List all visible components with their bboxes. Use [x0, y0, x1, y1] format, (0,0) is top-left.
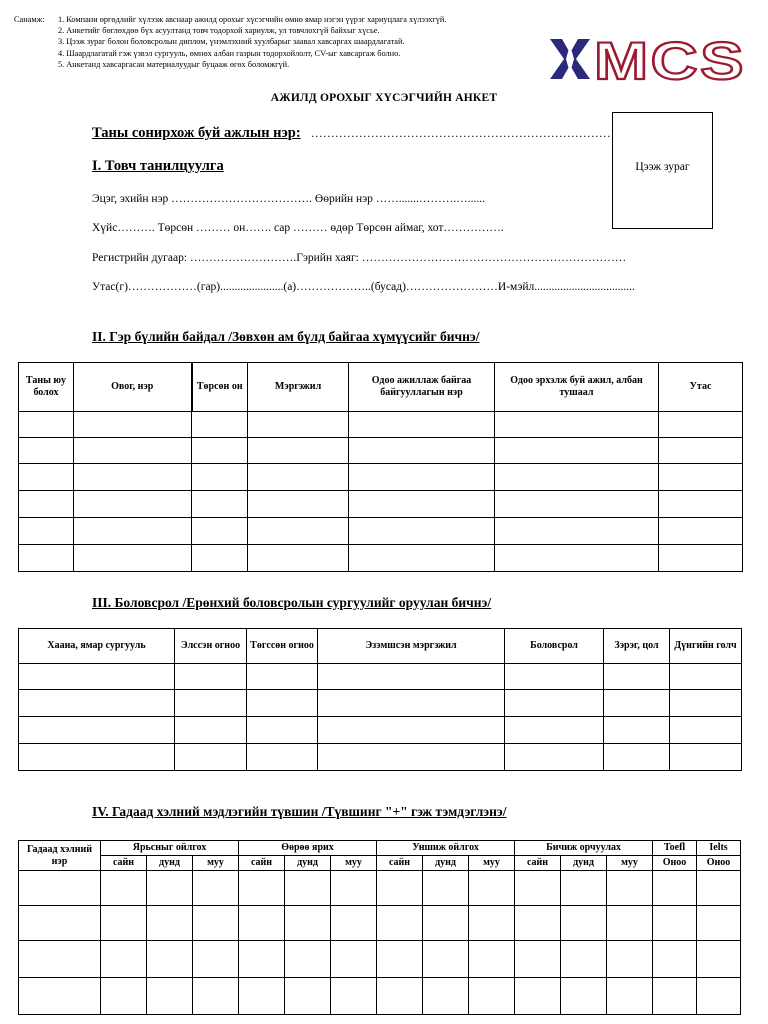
table-row[interactable] [19, 438, 743, 464]
photo-box[interactable] [612, 112, 713, 229]
toefl-score: Оноо [653, 856, 697, 871]
level-medium: дунд [423, 856, 469, 871]
section4-title: IV. Гадаад хэлний мэдлэгийн түвшин /Түвшинг "+" гэж тэмдэглэнэ/ [92, 804, 507, 819]
note-item: 3. Цээж зураг болон боловсролын диплом, үнэмлэхний хуулбарыг заавал хавсаргах шаардлагатай. [58, 37, 405, 47]
family-header-organization: Одоо ажиллаж байгаа байгууллагын нэр [349, 363, 495, 412]
table-row[interactable] [19, 906, 741, 941]
family-table [18, 362, 743, 572]
level-poor: муу [193, 856, 239, 871]
lang-group-writing: Бичиж орчуулах [515, 841, 653, 856]
edu-header-school: Хаана, ямар сургууль [19, 629, 175, 664]
job-label: Таны сонирхож буй ажлын нэр: [92, 125, 301, 141]
note-item: 2. Анкетийг бөглөхдөө бүх асуултанд товч тодорхой хариулж, ул товчлохгүй байхыг хүсье. [58, 26, 380, 36]
mcs-logo [548, 35, 750, 83]
table-row[interactable] [19, 464, 743, 491]
level-good: сайн [377, 856, 423, 871]
family-header-relation: Таны юу болох [19, 363, 74, 412]
edu-header-end: Төгссөн огноо [247, 629, 318, 664]
lang-header-name: Гадаад хэлний нэр [19, 841, 101, 871]
table-row[interactable] [19, 941, 741, 978]
edu-header-start: Элссэн огноо [175, 629, 247, 664]
table-row[interactable] [19, 412, 743, 438]
section1-title: I. Товч танилцуулга [92, 158, 224, 174]
table-row[interactable] [19, 717, 742, 744]
photo-label: Цээж зураг [635, 161, 690, 173]
form-title: АЖИЛД ОРОХЫГ ХҮСЭГЧИЙН АНКЕТ [270, 92, 498, 104]
edu-header-gpa: Дүнгийн голч [670, 629, 742, 664]
level-good: сайн [239, 856, 285, 871]
birth-line[interactable]: Хүйс………. Төрсөн ……… он……. сар ……… өдөр Төрсөн аймаг, хот……………. [92, 222, 504, 234]
job-field[interactable]: ………………………………………………………………… [310, 126, 611, 140]
level-good: сайн [515, 856, 561, 871]
logo-mark-icon [550, 39, 590, 79]
table-row[interactable] [19, 491, 743, 518]
table-row[interactable] [19, 518, 743, 545]
level-good: сайн [101, 856, 147, 871]
note-item: 4. Шаардлагатай гэж үзвэл сургууль, өмнөх албан газрын тодорхойлолт, CV-ыг хавсаргаж болно. [58, 48, 401, 58]
ielts-score: Оноо [697, 856, 741, 871]
table-row[interactable] [19, 545, 743, 572]
section3-title: III. Боловсрол /Ерөнхий боловсролын сургуулийг оруулан бичнэ/ [92, 595, 492, 610]
education-table [18, 628, 742, 771]
family-header-birth-year: Төрсөн он [192, 363, 248, 412]
family-header-name: Овог, нэр [74, 363, 192, 412]
family-header-profession: Мэргэжил [248, 363, 349, 412]
level-medium: дунд [561, 856, 607, 871]
level-poor: муу [331, 856, 377, 871]
level-poor: муу [469, 856, 515, 871]
lang-header-toefl: Toefl [653, 841, 697, 856]
table-row[interactable] [19, 744, 742, 771]
table-row[interactable] [19, 871, 741, 906]
lang-group-reading: Уншиж ойлгох [377, 841, 515, 856]
level-medium: дунд [147, 856, 193, 871]
table-row[interactable] [19, 690, 742, 717]
level-poor: муу [607, 856, 653, 871]
names-line[interactable]: Эцэг, эхийн нэр ………………………………. Өөрийн нэр …….......……….…...... [92, 193, 485, 205]
lang-header-ielts: Ielts [697, 841, 741, 856]
section2-title: II. Гэр бүлийн байдал /Зөвхөн ам бүлд байгаа хүмүүсийг бичнэ/ [92, 329, 480, 344]
language-table [18, 840, 741, 1015]
address-line[interactable]: Регистрийн дугаар: ……………………….Гэрийн хаяг: …………………………………………………………… [92, 252, 627, 264]
family-header-phone: Утас [659, 363, 743, 412]
edu-header-profession: Эзэмшсэн мэргэжил [318, 629, 505, 664]
logo-text: MCS [594, 35, 746, 83]
level-medium: дунд [285, 856, 331, 871]
notes-label: Санамж: [14, 15, 45, 24]
table-row[interactable] [19, 978, 741, 1015]
lang-group-listening: Ярьсныг ойлгох [101, 841, 239, 856]
table-row[interactable] [19, 664, 742, 690]
family-header-position: Одоо эрхэлж буй ажил, албан тушаал [495, 363, 659, 412]
contact-line[interactable]: Утас(г)………………(гар)......................(а)………………..(бусад)……………………И-мэйл................................... [92, 281, 635, 293]
note-item: 1. Компани өргөдлийг хүлээж авснаар ажилд орохыг хүсэгчийн өмнө ямар нэгэн үүрэг хариуцлага хүлээхгүй. [58, 15, 447, 24]
edu-header-title: Зэрэг, цол [604, 629, 670, 664]
edu-header-degree: Боловсрол [505, 629, 604, 664]
lang-group-speaking: Өөрөө ярих [239, 841, 377, 856]
note-item: 5. Анкетанд хавсаргасан материалуудыг буцааж өгөх боломжгүй. [58, 59, 290, 69]
job-row [92, 124, 611, 142]
